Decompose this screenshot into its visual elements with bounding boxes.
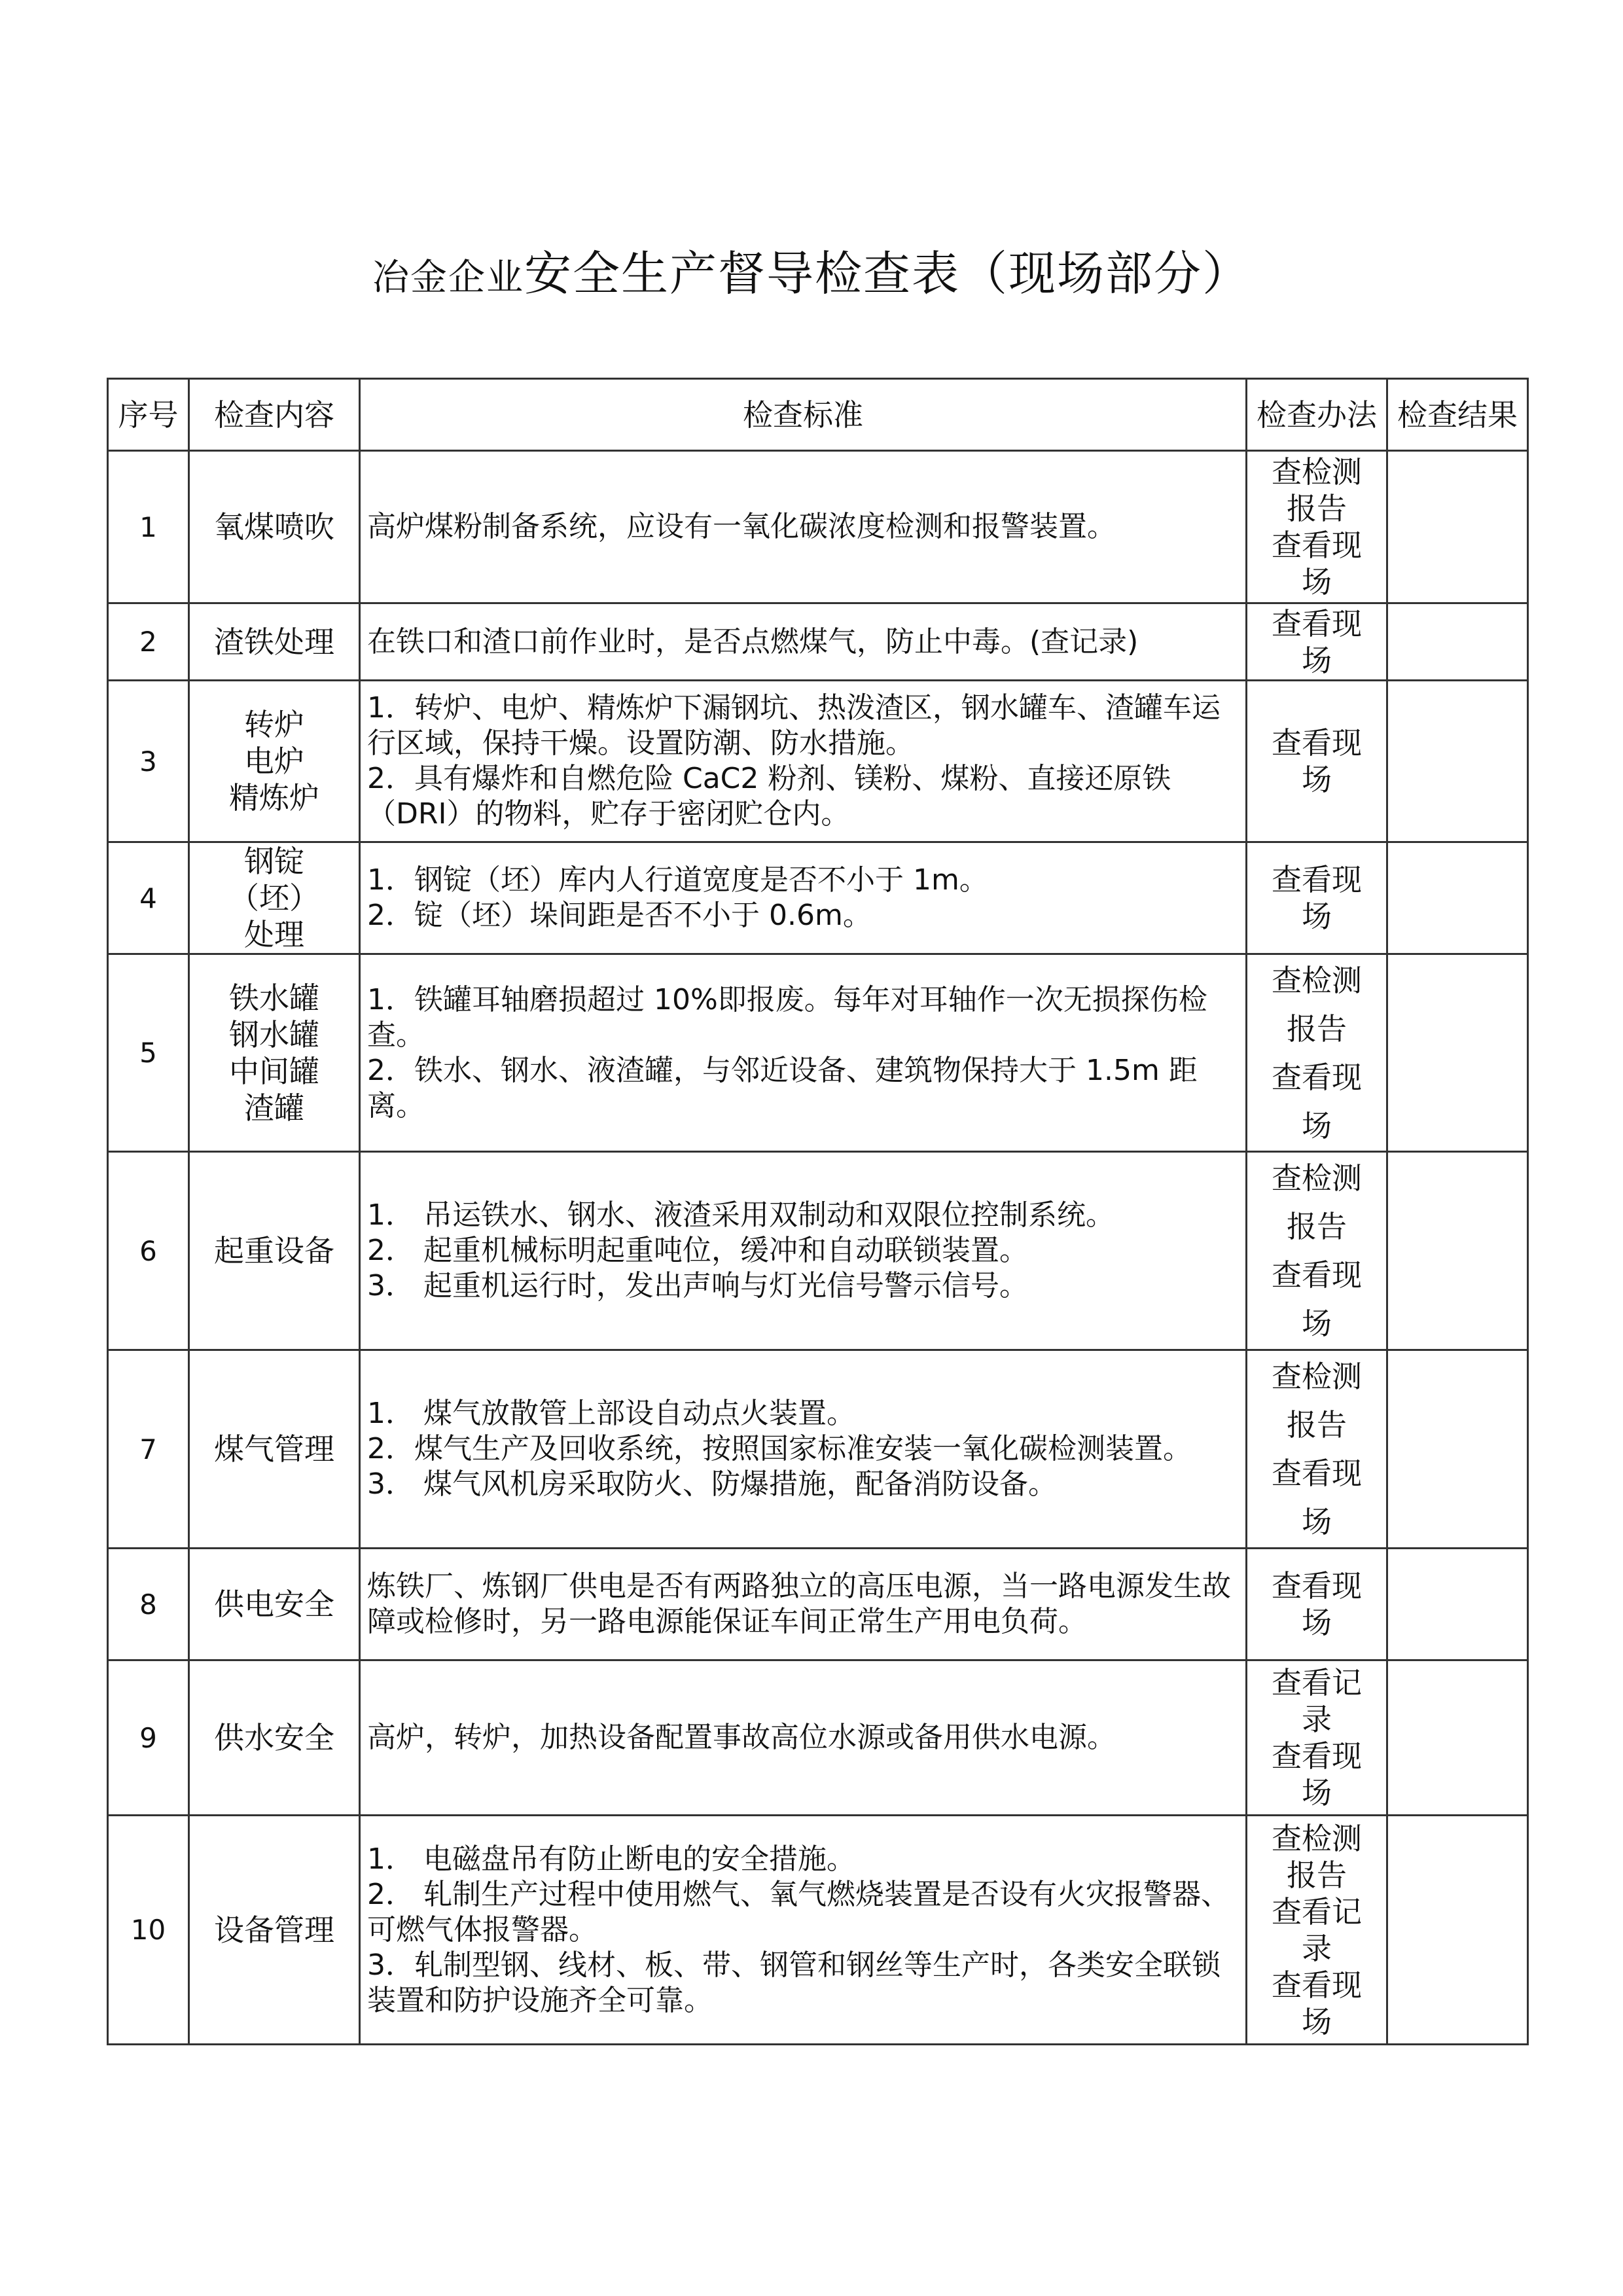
table-row <box>108 954 1528 1152</box>
table-row <box>108 1350 1528 1549</box>
check-result-cell[interactable] <box>1387 1816 1528 2045</box>
row-number: 3 <box>108 681 189 842</box>
check-method-cell <box>1247 1350 1387 1549</box>
check-standard-line: 高炉煤粉制备系统，应设有一氧化碳浓度检测和报警装置。 <box>367 510 1116 543</box>
check-item-cell <box>189 1152 360 1350</box>
check-method-line: 查看现 <box>1272 528 1362 563</box>
table-row <box>108 681 1528 842</box>
check-method-line: 查检测 <box>1272 1359 1362 1394</box>
table-row <box>108 1549 1528 1660</box>
check-item-line: 精炼炉 <box>229 780 319 816</box>
check-item-line: 铁水罐 <box>229 980 319 1016</box>
check-standard-cell <box>360 681 1247 842</box>
check-item-cell <box>189 1350 360 1549</box>
check-item-cell <box>189 681 360 842</box>
check-method-line: 查看现 <box>1272 1456 1362 1491</box>
check-method-line: 查检测 <box>1272 962 1362 998</box>
header-method: 检查办法 <box>1247 379 1387 451</box>
check-item-cell <box>189 1549 360 1660</box>
header-no: 序号 <box>108 379 189 451</box>
check-result-cell[interactable] <box>1387 1549 1528 1660</box>
check-standard-cell <box>360 842 1247 954</box>
check-method-cell <box>1247 451 1387 603</box>
header-item: 检查内容 <box>189 379 360 451</box>
check-method-line: 场 <box>1302 762 1332 797</box>
header-standard: 检查标准 <box>360 379 1247 451</box>
check-item-cell <box>189 954 360 1152</box>
check-method-cell <box>1247 842 1387 954</box>
check-item-line: （坯） <box>229 880 319 916</box>
row-number: 6 <box>108 1152 189 1350</box>
check-standard-cell <box>360 954 1247 1152</box>
check-item-line: 渣铁处理 <box>214 624 334 660</box>
check-item-cell <box>189 842 360 954</box>
check-standard-line: 2．铁水、钢水、液渣罐，与邻近设备、建筑物保持大于 1.5m 距离。 <box>367 1053 1198 1122</box>
header-result: 检查结果 <box>1387 379 1528 451</box>
table-row <box>108 1816 1528 2045</box>
title-prefix: 冶金企业 <box>372 257 524 299</box>
check-method-line: 报告 <box>1287 1209 1347 1244</box>
check-method-line: 场 <box>1302 564 1332 600</box>
check-standard-line: 在铁口和渣口前作业时，是否点燃煤气，防止中毒。(查记录) <box>367 624 1139 658</box>
check-method-line: 场 <box>1302 1504 1332 1539</box>
check-item-line: 电炉 <box>244 744 304 779</box>
check-method-line: 场 <box>1302 1107 1332 1143</box>
check-standard-line: 1．转炉、电炉、精炼炉下漏钢坑、热泼渣区，钢水罐车、渣罐车运行区域，保持干燥。设置防潮、防水措施。 <box>367 691 1221 760</box>
check-method-cell <box>1247 681 1387 842</box>
row-number: 1 <box>108 451 189 603</box>
check-item-line: 起重设备 <box>214 1233 334 1268</box>
table-row <box>108 451 1528 603</box>
check-method-line: 查看现 <box>1272 1257 1362 1293</box>
check-method-line: 查检测 <box>1272 1160 1362 1196</box>
check-method-line: 场 <box>1302 2003 1332 2039</box>
check-method-line: 场 <box>1302 899 1332 934</box>
check-method-line: 查看现 <box>1272 862 1362 897</box>
check-result-cell[interactable] <box>1387 1350 1528 1549</box>
table-body <box>108 451 1528 2045</box>
check-standard-cell <box>360 1152 1247 1350</box>
check-method-line: 场 <box>1302 642 1332 678</box>
row-number: 4 <box>108 842 189 954</box>
check-standard-line: 2． 轧制生产过程中使用燃气、氧气燃烧装置是否设有火灾报警器、可燃气体报警器。 <box>367 1877 1230 1946</box>
check-item-line: 设备管理 <box>214 1912 334 1948</box>
check-method-line: 报告 <box>1287 1407 1347 1443</box>
row-number: 8 <box>108 1549 189 1660</box>
check-item-line: 氧煤喷吹 <box>214 509 334 545</box>
check-standard-cell <box>360 1350 1247 1549</box>
check-method-cell <box>1247 954 1387 1152</box>
check-standard-line: 2． 起重机械标明起重吨位，缓冲和自动联锁装置。 <box>367 1234 1028 1267</box>
check-method-line: 查看现 <box>1272 1059 1362 1095</box>
check-method-line: 查看现 <box>1272 1738 1362 1774</box>
check-result-cell[interactable] <box>1387 451 1528 603</box>
check-standard-line: 1． 电磁盘吊有防止断电的安全措施。 <box>367 1842 855 1876</box>
check-method-cell <box>1247 1816 1387 2045</box>
check-item-line: 供水安全 <box>214 1720 334 1755</box>
check-standard-line: 2．煤气生产及回收系统，按照国家标准安装一氧化碳检测装置。 <box>367 1432 1192 1465</box>
check-method-line: 查看现 <box>1272 605 1362 641</box>
check-result-cell[interactable] <box>1387 1152 1528 1350</box>
check-standard-cell <box>360 451 1247 603</box>
table-row <box>108 1152 1528 1350</box>
check-result-cell[interactable] <box>1387 954 1528 1152</box>
check-method-line: 场 <box>1302 1306 1332 1341</box>
table-row <box>108 603 1528 681</box>
table-row <box>108 842 1528 954</box>
check-method-line: 录 <box>1302 1930 1332 1966</box>
check-item-cell <box>189 1660 360 1816</box>
check-method-line: 查检测 <box>1272 454 1362 490</box>
row-number: 2 <box>108 603 189 681</box>
row-number: 5 <box>108 954 189 1152</box>
page-title <box>0 236 1623 304</box>
row-number: 9 <box>108 1660 189 1816</box>
check-method-cell <box>1247 1549 1387 1660</box>
check-item-line: 煤气管理 <box>214 1431 334 1467</box>
check-method-line: 报告 <box>1287 1011 1347 1047</box>
check-standard-line: 1． 吊运铁水、钢水、液渣采用双制动和双限位控制系统。 <box>367 1198 1115 1232</box>
check-method-line: 报告 <box>1287 491 1347 526</box>
check-standard-line: 3． 煤气风机房采取防火、防爆措施，配备消防设备。 <box>367 1467 1057 1501</box>
check-item-line: 转炉 <box>244 707 304 742</box>
check-item-cell <box>189 603 360 681</box>
check-standard-line: 高炉，转炉，加热设备配置事故高位水源或备用供水电源。 <box>367 1721 1116 1754</box>
title-main: 安全生产督导检查表（现场部分） <box>524 246 1251 301</box>
check-result-cell[interactable] <box>1387 603 1528 681</box>
check-method-line: 查看现 <box>1272 725 1362 761</box>
check-method-line: 场 <box>1302 1775 1332 1810</box>
check-item-cell <box>189 1816 360 2045</box>
check-standard-cell <box>360 603 1247 681</box>
check-item-line: 处理 <box>244 917 304 952</box>
check-method-line: 查看记 <box>1272 1893 1362 1929</box>
table-row <box>108 1660 1528 1816</box>
check-item-line: 渣罐 <box>244 1090 304 1126</box>
check-item-line: 钢水罐 <box>229 1016 319 1052</box>
check-method-line: 场 <box>1302 1605 1332 1640</box>
check-method-cell <box>1247 1152 1387 1350</box>
check-standard-line: 2．锭（坯）垛间距是否不小于 0.6m。 <box>367 899 872 932</box>
check-standard-line: 1． 煤气放散管上部设自动点火装置。 <box>367 1397 855 1430</box>
check-standard-cell <box>360 1660 1247 1816</box>
row-number: 7 <box>108 1350 189 1549</box>
check-standard-line: 2．具有爆炸和自燃危险 CaC2 粉剂、镁粉、煤粉、直接还原铁（DRI）的物料，贮存于密闭贮仓内。 <box>367 762 1171 831</box>
check-standard-line: 1．铁罐耳轴磨损超过 10%即报废。每年对耳轴作一次无损探伤检查。 <box>367 982 1207 1052</box>
row-number: 10 <box>108 1816 189 2045</box>
table-header-row <box>108 379 1528 451</box>
check-standard-cell <box>360 1549 1247 1660</box>
check-result-cell[interactable] <box>1387 1660 1528 1816</box>
inspection-table <box>107 378 1529 2045</box>
check-method-line: 查看现 <box>1272 1568 1362 1604</box>
check-standard-line: 3．轧制型钢、线材、板、带、钢管和钢丝等生产时，各类安全联锁装置和防护设施齐全可靠。 <box>367 1948 1221 2017</box>
check-method-cell <box>1247 603 1387 681</box>
check-item-line: 供电安全 <box>214 1587 334 1622</box>
check-standard-cell <box>360 1816 1247 2045</box>
check-standard-line: 炼铁厂、炼钢厂供电是否有两路独立的高压电源，当一路电源发生故障或检修时，另一路电源能保证车间正常生产用电负荷。 <box>367 1570 1231 1638</box>
check-standard-line: 3． 起重机运行时，发出声响与灯光信号警示信号。 <box>367 1269 1028 1302</box>
check-standard-line: 1．钢锭（坯）库内人行道宽度是否不小于 1m。 <box>367 863 988 897</box>
check-method-line: 查检测 <box>1272 1820 1362 1856</box>
check-method-line: 查看记 <box>1272 1665 1362 1700</box>
check-item-cell <box>189 451 360 603</box>
check-method-line: 报告 <box>1287 1857 1347 1893</box>
check-method-line: 录 <box>1302 1702 1332 1737</box>
check-method-cell <box>1247 1660 1387 1816</box>
check-method-line: 查看现 <box>1272 1967 1362 2003</box>
check-result-cell[interactable] <box>1387 681 1528 842</box>
check-item-line: 中间罐 <box>229 1053 319 1089</box>
check-item-line: 钢锭 <box>244 844 304 879</box>
check-result-cell[interactable] <box>1387 842 1528 954</box>
